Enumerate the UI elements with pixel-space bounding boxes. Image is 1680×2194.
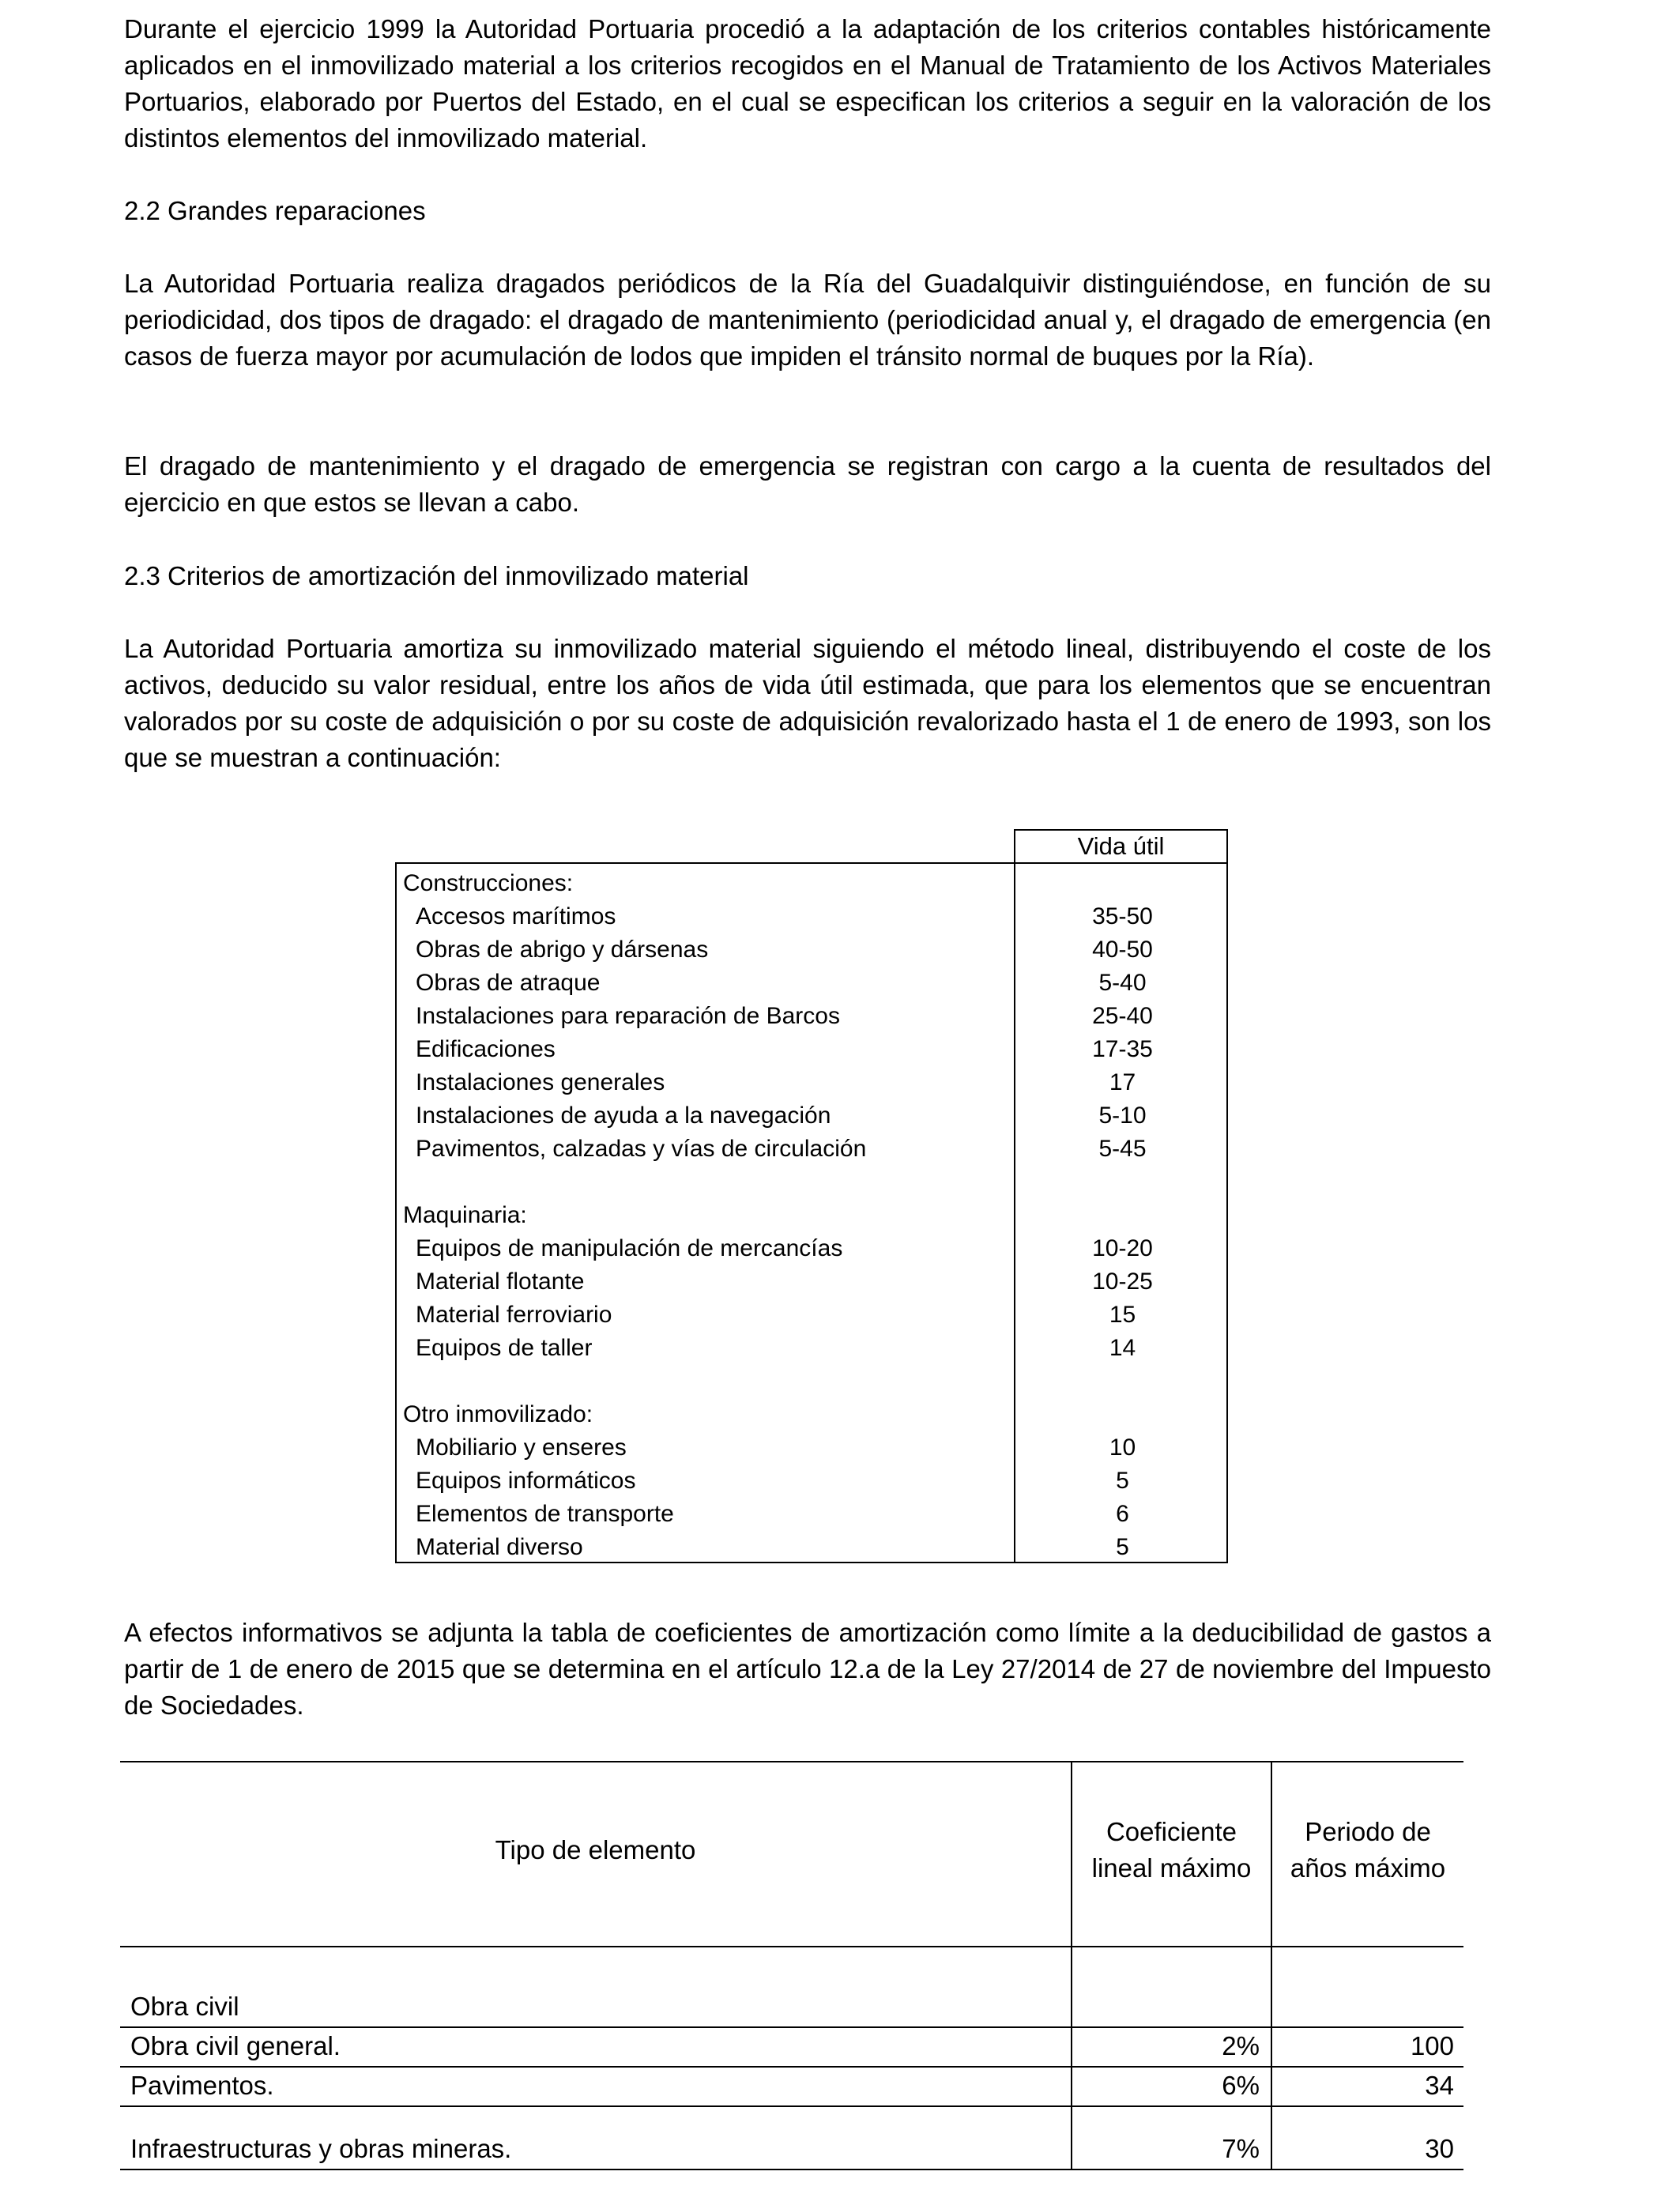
table1-row-value: 17-35 <box>1092 1036 1153 1062</box>
table2-header-coeficiente-line1: Coeficiente <box>1106 1817 1237 1846</box>
table1-vida-util <box>395 862 1228 1563</box>
table1-row-value: 5-40 <box>1098 970 1147 996</box>
table1-row-value: 25-40 <box>1092 1003 1153 1029</box>
table2-header-tipo: Tipo de elemento <box>495 1835 696 1864</box>
table1-row-label: Material flotante <box>416 1269 585 1295</box>
table1-row-label: Instalaciones para reparación de Barcos <box>416 1003 840 1029</box>
table1-row-label: Accesos marítimos <box>416 903 616 929</box>
table1-row-value: 15 <box>1109 1302 1136 1328</box>
table1-row-label: Equipos informáticos <box>416 1468 636 1494</box>
table1-row-value: 14 <box>1109 1335 1136 1361</box>
table1-row-label: Equipos de taller <box>416 1335 593 1361</box>
table1-header-vida-util: Vida útil <box>1014 829 1228 864</box>
table2-header-rule <box>120 1946 1463 1947</box>
table2-row-label: Obra civil general. <box>130 2031 341 2060</box>
table1-category-label: Construcciones: <box>403 870 574 896</box>
table1-row-label: Equipos de manipulación de mercancías <box>416 1235 843 1261</box>
table1-row-value: 5-45 <box>1098 1136 1147 1162</box>
table2-row-label: Infraestructuras y obras mineras. <box>130 2134 512 2163</box>
table1-row-value: 5 <box>1116 1534 1129 1560</box>
table1-row-label: Material ferroviario <box>416 1302 612 1328</box>
paragraph-amortizacion-lineal: La Autoridad Portuaria amortiza su inmovilizado material siguiendo el método lineal, distribuyendo el coste de los activos, deducido su valor residual, entre los años de vida útil estimada, que para los elementos que se encuentran valorados por su coste de adquisición o por su coste de adquisición revalorizado hasta el 1 de enero de 1993, son los que se muestran a continuación: <box>124 634 1491 772</box>
table1-row-label: Edificaciones <box>416 1036 556 1062</box>
table2-row-coeficiente: 2% <box>1222 2031 1260 2060</box>
table2-coeficientes <box>120 1761 1463 2170</box>
paragraph-efectos-informativos: A efectos informativos se adjunta la tabla de coeficientes de amortización como límite a la deducibilidad de gastos a partir de 1 de enero de 2015 que se determina en el artículo 12.a de la Ley 27/2014 de 27 de noviembre del Impuesto de Sociedades. <box>124 1618 1491 1720</box>
paragraph-adaptacion-criterios: Durante el ejercicio 1999 la Autoridad Portuaria procedió a la adaptación de los criterios contables históricamente aplicados en el inmovilizado material a los criterios recogidos en el Manual de Tratamiento de los Activos Materiales Portuarios, elaborado por Puertos del Estado, en el cual se especifican los criterios a seguir en la valoración de los distintos elementos del inmovilizado material. <box>124 14 1491 153</box>
table1-row-label: Pavimentos, calzadas y vías de circulación <box>416 1136 867 1162</box>
table2-row-rule <box>120 2105 1463 2107</box>
table1-row-label: Obras de abrigo y dársenas <box>416 937 709 963</box>
table1-row-value: 35-50 <box>1092 903 1153 929</box>
table1-row-value: 40-50 <box>1092 937 1153 963</box>
table2-header-periodo-line2: años máximo <box>1290 1853 1446 1883</box>
table2-bottom-rule <box>120 2169 1463 2170</box>
table2-row-periodo: 30 <box>1425 2134 1454 2163</box>
table2-row-rule <box>120 2066 1463 2068</box>
table1-category-label: Maquinaria: <box>403 1202 527 1228</box>
table2-top-rule <box>120 1761 1463 1762</box>
table2-header-coeficiente-line2: lineal máximo <box>1091 1853 1252 1883</box>
table2-row-coeficiente: 7% <box>1222 2134 1260 2163</box>
table1-row-value: 17 <box>1109 1069 1136 1095</box>
table1-row-label: Material diverso <box>416 1534 583 1560</box>
table2-row-label: Pavimentos. <box>130 2071 274 2100</box>
table2-row-coeficiente: 6% <box>1222 2071 1260 2100</box>
table1-row-value: 5 <box>1116 1468 1129 1494</box>
table1-row-value: 10 <box>1109 1434 1136 1461</box>
table2-header-coeficiente <box>1072 1814 1271 1887</box>
paragraph-dragados: La Autoridad Portuaria realiza dragados periódicos de la Ría del Guadalquivir distinguiéndose, en función de su periodicidad, dos tipos de dragado: el dragado de mantenimiento (periodicidad anual y, el dragado de emergencia (en casos de fuerza mayor por acumulación de lodos que impiden el tránsito normal de buques por la Ría). <box>124 269 1491 371</box>
table1-row-label: Mobiliario y enseres <box>416 1434 627 1461</box>
heading-criterios-amortizacion: 2.3 Criterios de amortización del inmovilizado material <box>124 561 749 590</box>
table1-row-value: 10-25 <box>1092 1269 1153 1295</box>
heading-grandes-reparaciones: 2.2 Grandes reparaciones <box>124 196 426 225</box>
table2-header-periodo-line1: Periodo de <box>1305 1817 1431 1846</box>
table1-row-value: 6 <box>1116 1501 1129 1527</box>
table1-row-label: Elementos de transporte <box>416 1501 674 1527</box>
table1-row-label: Obras de atraque <box>416 970 601 996</box>
table1-row-label: Instalaciones de ayuda a la navegación <box>416 1103 831 1129</box>
table1-category-label: Otro inmovilizado: <box>403 1401 593 1427</box>
paragraph-dragado-registro: El dragado de mantenimiento y el dragado de emergencia se registran con cargo a la cuenta de resultados del ejercicio en que estos se llevan a cabo. <box>124 451 1491 517</box>
table1-row-label: Instalaciones generales <box>416 1069 665 1095</box>
table2-row-periodo: 100 <box>1410 2031 1454 2060</box>
table2-section-label: Obra civil <box>130 1992 239 2021</box>
table1-row-value: 10-20 <box>1092 1235 1153 1261</box>
table1-row-value: 5-10 <box>1098 1103 1147 1129</box>
table2-header-periodo <box>1272 1814 1463 1887</box>
table2-row-periodo: 34 <box>1425 2071 1454 2100</box>
table1-column-divider <box>1014 862 1015 1563</box>
